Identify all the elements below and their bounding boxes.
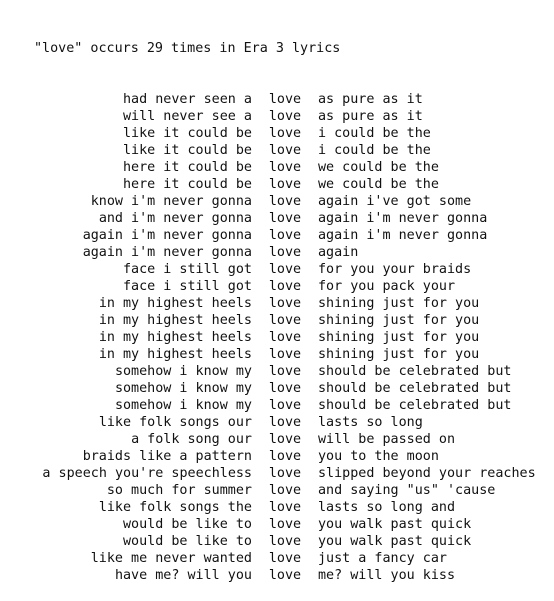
concordance-line bbox=[8, 244, 554, 261]
left-context: like it could be bbox=[123, 143, 252, 158]
concordance-line bbox=[8, 567, 554, 584]
left-context: here it could be bbox=[123, 160, 252, 175]
left-context: braids like a pattern bbox=[82, 449, 252, 464]
keyword: love bbox=[268, 398, 302, 413]
concordance-line bbox=[8, 448, 554, 465]
keyword: love bbox=[268, 143, 302, 158]
keyword: love bbox=[268, 551, 302, 566]
left-context: a folk song our bbox=[131, 432, 252, 447]
right-context: slipped beyond your reaches bbox=[318, 466, 536, 481]
concordance-line bbox=[8, 261, 554, 278]
concordance-line bbox=[8, 397, 554, 414]
concordance-line bbox=[8, 499, 554, 516]
left-context: would be like to bbox=[123, 517, 252, 532]
right-context: again bbox=[318, 245, 359, 260]
concordance-line bbox=[8, 142, 554, 159]
keyword: love bbox=[268, 313, 302, 328]
right-context: lasts so long bbox=[318, 415, 423, 430]
keyword: love bbox=[268, 211, 302, 226]
right-context: i could be the bbox=[318, 126, 431, 141]
concordance-line bbox=[8, 176, 554, 193]
concordance-line bbox=[8, 159, 554, 176]
left-context: in my highest heels bbox=[98, 330, 252, 345]
right-context: just a fancy car bbox=[318, 551, 447, 566]
left-context: know i'm never gonna bbox=[90, 194, 252, 209]
left-context: somehow i know my bbox=[114, 364, 252, 379]
concordance-line bbox=[8, 482, 554, 499]
concordance-line bbox=[8, 193, 554, 210]
left-context: like folk songs the bbox=[98, 500, 252, 515]
keyword: love bbox=[268, 296, 302, 311]
right-context: and saying "us" 'cause bbox=[318, 483, 496, 498]
keyword: love bbox=[268, 330, 302, 345]
left-context: in my highest heels bbox=[98, 296, 252, 311]
keyword: love bbox=[268, 381, 302, 396]
keyword: love bbox=[268, 568, 302, 583]
occurrence-summary: "love" occurs 29 times in Era 3 lyrics bbox=[34, 41, 341, 56]
right-context: will be passed on bbox=[318, 432, 456, 447]
right-context: you to the moon bbox=[318, 449, 439, 464]
right-context: i could be the bbox=[318, 143, 431, 158]
left-context: like me never wanted bbox=[90, 551, 252, 566]
keyword: love bbox=[268, 449, 302, 464]
concordance-line bbox=[8, 363, 554, 380]
left-context: have me? will you bbox=[114, 568, 252, 583]
concordance-line bbox=[8, 125, 554, 142]
left-context: would be like to bbox=[123, 534, 252, 549]
right-context: me? will you kiss bbox=[318, 568, 456, 583]
concordance-line bbox=[8, 91, 554, 108]
keyword: love bbox=[268, 517, 302, 532]
right-context: should be celebrated but bbox=[318, 381, 512, 396]
concordance-line bbox=[8, 550, 554, 567]
concordance-line bbox=[8, 380, 554, 397]
concordance-line bbox=[8, 227, 554, 244]
right-context: for you your braids bbox=[318, 262, 472, 277]
concordance-line bbox=[8, 329, 554, 346]
left-context: like it could be bbox=[123, 126, 252, 141]
right-context: should be celebrated but bbox=[318, 398, 512, 413]
keyword: love bbox=[268, 466, 302, 481]
keyword: love bbox=[268, 177, 302, 192]
concordance-line bbox=[8, 108, 554, 125]
right-context: shining just for you bbox=[318, 330, 480, 345]
left-context: had never seen a bbox=[123, 92, 252, 107]
left-context: somehow i know my bbox=[114, 398, 252, 413]
right-context: we could be the bbox=[318, 177, 439, 192]
concordance-line bbox=[8, 278, 554, 295]
keyword: love bbox=[268, 500, 302, 515]
keyword: love bbox=[268, 194, 302, 209]
keyword: love bbox=[268, 109, 302, 124]
concordance-line bbox=[8, 533, 554, 550]
left-context: here it could be bbox=[123, 177, 252, 192]
left-context: will never see a bbox=[123, 109, 252, 124]
keyword: love bbox=[268, 92, 302, 107]
concordance-line bbox=[8, 465, 554, 482]
left-context: in my highest heels bbox=[98, 313, 252, 328]
left-context: again i'm never gonna bbox=[82, 228, 252, 243]
left-context: in my highest heels bbox=[98, 347, 252, 362]
concordance-line bbox=[8, 312, 554, 329]
right-context: as pure as it bbox=[318, 92, 423, 107]
keyword: love bbox=[268, 483, 302, 498]
keyword: love bbox=[268, 262, 302, 277]
concordance-list bbox=[8, 91, 554, 584]
right-context: shining just for you bbox=[318, 347, 480, 362]
right-context: you walk past quick bbox=[318, 534, 472, 549]
keyword: love bbox=[268, 534, 302, 549]
left-context: like folk songs our bbox=[98, 415, 252, 430]
right-context: lasts so long and bbox=[318, 500, 456, 515]
right-context: for you pack your bbox=[318, 279, 456, 294]
right-context: we could be the bbox=[318, 160, 439, 175]
left-context: somehow i know my bbox=[114, 381, 252, 396]
right-context: again i'm never gonna bbox=[318, 211, 488, 226]
left-context: again i'm never gonna bbox=[82, 245, 252, 260]
left-context: and i'm never gonna bbox=[98, 211, 252, 226]
keyword: love bbox=[268, 347, 302, 362]
right-context: as pure as it bbox=[318, 109, 423, 124]
right-context: should be celebrated but bbox=[318, 364, 512, 379]
left-context: so much for summer bbox=[106, 483, 252, 498]
left-context: face i still got bbox=[123, 262, 252, 277]
keyword: love bbox=[268, 432, 302, 447]
concordance-line bbox=[8, 295, 554, 312]
left-context: face i still got bbox=[123, 279, 252, 294]
concordance-line bbox=[8, 516, 554, 533]
concordance-line bbox=[8, 414, 554, 431]
left-context: a speech you're speechless bbox=[42, 466, 252, 481]
keyword: love bbox=[268, 245, 302, 260]
keyword: love bbox=[268, 364, 302, 379]
concordance-output bbox=[8, 6, 554, 601]
keyword: love bbox=[268, 228, 302, 243]
right-context: again i'm never gonna bbox=[318, 228, 488, 243]
right-context: you walk past quick bbox=[318, 517, 472, 532]
concordance-line bbox=[8, 346, 554, 363]
concordance-line bbox=[8, 431, 554, 448]
keyword: love bbox=[268, 160, 302, 175]
keyword: love bbox=[268, 415, 302, 430]
right-context: shining just for you bbox=[318, 296, 480, 311]
right-context: again i've got some bbox=[318, 194, 472, 209]
keyword: love bbox=[268, 126, 302, 141]
keyword: love bbox=[268, 279, 302, 294]
concordance-line bbox=[8, 210, 554, 227]
right-context: shining just for you bbox=[318, 313, 480, 328]
